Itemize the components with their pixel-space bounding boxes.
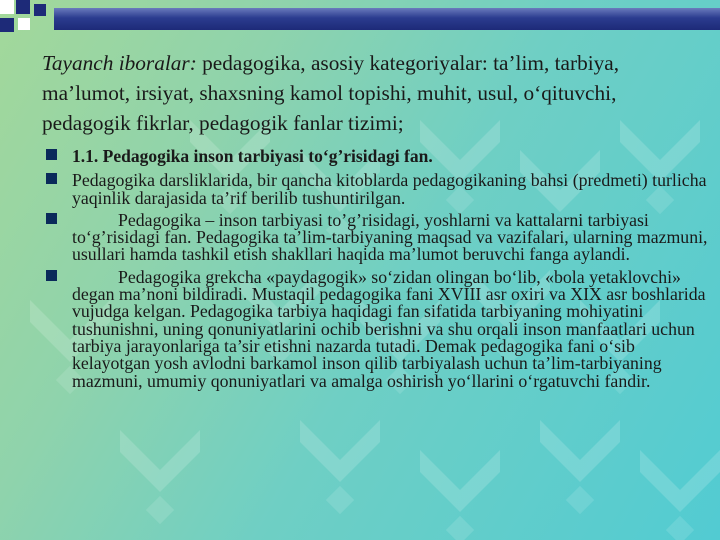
square-bullet-icon [46, 213, 57, 224]
square-bullet-icon [46, 149, 57, 160]
bullet-item [46, 148, 708, 165]
bullet-text: Pedagogika darsliklarida, bir qancha kitoblarda pedagogikaning bahsi (predmeti) turlicha yaqinlik darajasida ta’rif berilib tushuntirilgan. [72, 170, 707, 208]
bullet-item [46, 209, 708, 265]
bullet-text: 1.1. Pedagogika inson tarbiyasi to‘g’risidagi fan. [72, 146, 433, 166]
bullet-item [46, 266, 708, 391]
bullet-text: Pedagogika – inson tarbiyasi to’g’risidagi, yoshlarni va kattalarni tarbiyasi to‘g’risidagi fan. Pedagogika ta’lim-tarbiyaning maqsad va vazifalari, ularning mazmuni, usullari hamda tashkil etish shakllari haqida ma’lumot beruvchi fanga aylandi. [72, 209, 708, 265]
intro-text: pedagogika, asosiy kategoriyalar: ta’lim, tarbiya, ma’lumot, irsiyat, shaxsning kamol topishi, muhit, usul, o‘qituvchi, pedagogik fikrlar, pedagogik fanlar tizimi; [42, 51, 620, 135]
intro-lead: Tayanch iboralar: [42, 51, 197, 75]
bullet-text: Pedagogika grekcha «paydagogik» so‘zidan olingan bo‘lib, «bola yetaklovchi» degan ma’noni bildiradi. Mustaqil pedagogika fani XVIII asr oxiri va XIX asr boshlarida vujudga kelgan. Pedagogika tarbiya haqidagi fan sifatida tarbiyaning mohiyatini tushunishni, uning qonuniyatlarini ochib berishni va shu orqali inson manfaatlari uchun tarbiya jarayonlariga ta’sir etishni nazarda tutadi. Demak pedagogika fani o‘sib kelayotgan yosh avlodni barkamol inson qilib tarbiyalash uchun ta’lim-tarbiyaning mazmuni, umumiy qonuniyatlari va amalga oshirish yo‘llarini o‘rgatuvchi fandir. [72, 266, 706, 391]
square-bullet-icon [46, 270, 57, 281]
intro-paragraph [42, 48, 692, 138]
square-bullet-icon [46, 173, 57, 184]
bullet-list [46, 148, 708, 395]
bullet-item [46, 172, 708, 207]
